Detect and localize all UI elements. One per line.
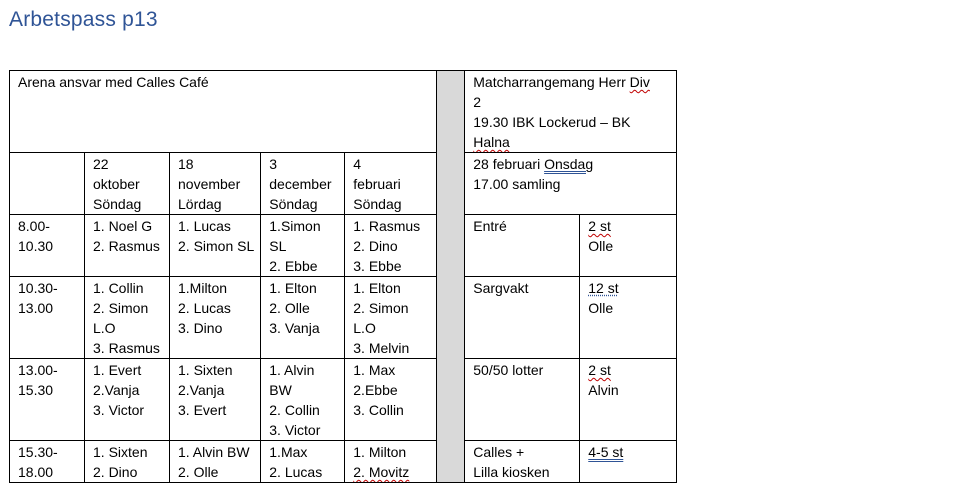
shift-name: 3. Melvin (353, 340, 410, 356)
shift-name: 1. Lucas (178, 218, 231, 234)
task-person: Olle (588, 238, 614, 254)
dates-row (10, 153, 677, 215)
time-cell[interactable] (10, 359, 85, 441)
shift-name: 1. Elton (269, 280, 317, 296)
shift-name: 2. Lucas (178, 300, 231, 316)
shift-cell[interactable] (261, 215, 345, 277)
shift-name: 2. Ebbe (269, 258, 318, 274)
date-cell[interactable] (170, 153, 261, 215)
match-header-line3: 19.30 IBK Lockerud – BK (473, 114, 631, 130)
shift-name: 2. Simon (93, 300, 149, 316)
page-title: Arbetspass p13 (9, 8, 158, 31)
time-slot-row (10, 215, 677, 277)
shift-name: 3. Rasmus (93, 340, 160, 356)
date-day: 3 (269, 156, 278, 172)
shift-name: 1. Sixten (93, 444, 148, 460)
time-start: 15.30- (18, 444, 58, 460)
shift-name: SL (269, 238, 287, 254)
shift-name: BW (269, 382, 292, 398)
shift-name: 1. Evert (93, 362, 142, 378)
time-end: 13.00 (18, 300, 54, 316)
time-end: 10.30 (18, 238, 54, 254)
date-day: 22 (93, 156, 109, 172)
shift-name: 2. Movitz (353, 464, 410, 480)
shift-name: 2. Lucas (269, 464, 323, 480)
shift-cell[interactable] (261, 441, 345, 483)
arena-header-cell[interactable] (10, 71, 437, 153)
shift-name: 1. Collin (93, 280, 144, 296)
shift-cell[interactable] (85, 359, 170, 441)
shift-name: 3. Collin (353, 402, 404, 418)
date-day: 4 (353, 156, 362, 172)
task-person: Alvin (588, 382, 619, 398)
shift-cell[interactable] (261, 359, 345, 441)
date-weekday: Söndag (269, 196, 318, 212)
shift-name: L.O (353, 320, 376, 336)
shift-name: 2. Simon (353, 300, 409, 316)
time-cell[interactable] (10, 215, 85, 277)
shift-name: 2. Collin (269, 402, 320, 418)
shift-name: 1.Simon (269, 218, 321, 234)
time-slot-row (10, 441, 677, 483)
match-header-line1: Matcharrangemang Herr (473, 74, 630, 90)
match-header-line2: 2 (473, 94, 482, 110)
match-date-cell[interactable] (465, 153, 677, 215)
task-count-cell[interactable] (580, 215, 677, 277)
task-name: Sargvakt (473, 280, 529, 296)
task-count-cell[interactable] (580, 277, 677, 359)
shift-cell[interactable] (85, 277, 170, 359)
shift-name: 1.Max (269, 444, 308, 460)
match-header-div: Div (629, 74, 650, 90)
task-cell[interactable] (465, 277, 580, 359)
table-header-row (10, 71, 677, 153)
shift-name: 2. Dino (93, 464, 138, 480)
shift-cell[interactable] (261, 277, 345, 359)
arena-header: Arena ansvar med Calles Café (18, 74, 209, 90)
date-month: december (269, 176, 332, 192)
date-month: oktober (93, 176, 140, 192)
shift-name: L.O (93, 320, 116, 336)
task-name: Lilla kiosken (473, 464, 550, 480)
date-cell[interactable] (85, 153, 170, 215)
shift-name: 2. Rasmus (93, 238, 160, 254)
shift-name: 2. Simon SL (178, 238, 255, 254)
task-name: 50/50 lotter (473, 362, 544, 378)
shift-cell[interactable] (170, 277, 261, 359)
empty-cell[interactable] (10, 153, 85, 215)
shift-name: 2.Vanja (178, 382, 225, 398)
shift-name: 1. Alvin BW (178, 444, 250, 460)
task-name: Calles + (473, 444, 525, 460)
date-weekday: Söndag (353, 196, 402, 212)
match-header-line4: Halna (473, 134, 510, 150)
schedule-table (9, 70, 677, 483)
shift-name: 3. Ebbe (353, 258, 402, 274)
shift-cell[interactable] (170, 441, 261, 483)
shift-cell[interactable] (170, 215, 261, 277)
task-name: Entré (473, 218, 507, 234)
time-end: 15.30 (18, 382, 54, 398)
task-cell[interactable] (465, 215, 580, 277)
task-count-cell[interactable] (580, 441, 677, 483)
shift-cell[interactable] (345, 359, 437, 441)
task-person: Olle (588, 300, 614, 316)
shift-name: 2.Vanja (93, 382, 140, 398)
time-cell[interactable] (10, 441, 85, 483)
shift-name: 2. Olle (269, 300, 310, 316)
time-start: 10.30- (18, 280, 58, 296)
date-month: februari (353, 176, 401, 192)
time-slot-row (10, 277, 677, 359)
shift-name: 1. Sixten (178, 362, 233, 378)
date-weekday: Söndag (93, 196, 142, 212)
time-slot-row (10, 359, 677, 441)
shift-cell[interactable] (345, 277, 437, 359)
task-count-cell[interactable] (580, 359, 677, 441)
shift-cell[interactable] (85, 215, 170, 277)
shift-name: 1.Milton (178, 280, 228, 296)
shift-name: 1. Elton (353, 280, 401, 296)
shift-name: 1. Rasmus (353, 218, 421, 234)
date-day: 18 (178, 156, 194, 172)
task-count: 2 st (588, 362, 611, 378)
shift-name: 2. Dino (353, 238, 398, 254)
shift-name: 1. Noel G (93, 218, 153, 234)
time-cell[interactable] (10, 277, 85, 359)
shift-name: 3. Vanja (269, 320, 320, 336)
shift-name: 1. Milton (353, 444, 407, 460)
task-cell[interactable] (465, 359, 580, 441)
shift-name: 2. Olle (178, 464, 219, 480)
shift-name: 3. Victor (93, 402, 145, 418)
shift-name: 1. Max (353, 362, 396, 378)
date-cell[interactable] (261, 153, 345, 215)
match-header-cell[interactable] (465, 71, 677, 153)
gap-column (437, 71, 465, 483)
match-gather: 17.00 samling (473, 176, 561, 192)
shift-cell[interactable] (85, 441, 170, 483)
task-count: 4-5 st (588, 444, 624, 460)
shift-cell[interactable] (345, 441, 437, 483)
match-weekday: Onsdag (544, 156, 594, 172)
shift-name: 3. Dino (178, 320, 223, 336)
shift-cell[interactable] (345, 215, 437, 277)
shift-cell[interactable] (170, 359, 261, 441)
shift-name: 1. Alvin (269, 362, 315, 378)
task-count: 12 st (588, 280, 619, 296)
date-weekday: Lördag (178, 196, 222, 212)
shift-name: 3. Evert (178, 402, 227, 418)
time-start: 13.00- (18, 362, 58, 378)
date-cell[interactable] (345, 153, 437, 215)
match-date: 28 februari (473, 156, 545, 172)
task-count: 2 st (588, 218, 611, 234)
shift-name: 3. Victor (269, 422, 321, 438)
shift-name: 2.Ebbe (353, 382, 398, 398)
date-month: november (178, 176, 241, 192)
task-cell[interactable] (465, 441, 580, 483)
time-start: 8.00- (18, 218, 50, 234)
time-end: 18.00 (18, 464, 54, 480)
